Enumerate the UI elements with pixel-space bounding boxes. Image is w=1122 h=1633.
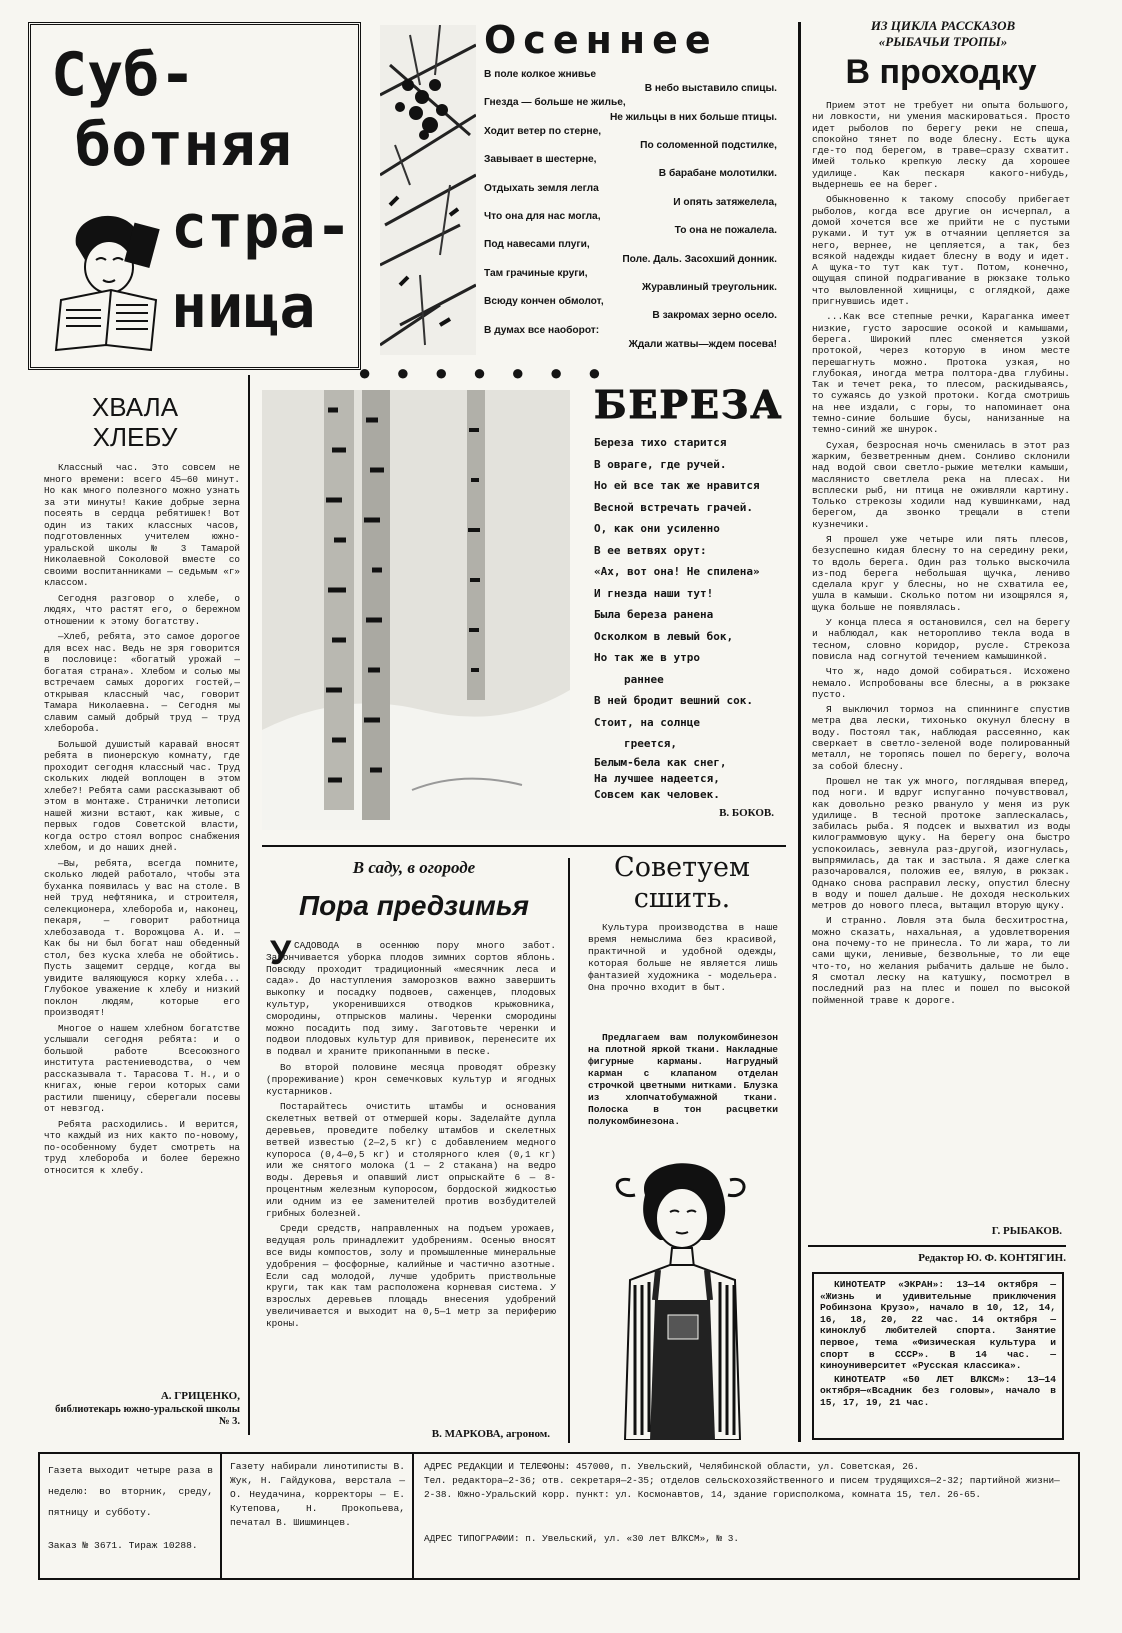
- story-paragraph: Сухая, безросная ночь сменилась в этот раз жарким, безветренным днем. Сонливо склонили над водой свои светло-рыжие метелки камыши, маслянисто светлела река на плесах. Ни всплески рыб, ни птица не оживляли картину. Только стрекозы ходили над кувшинками, над берегом, да звонко трещали в степи кузнечики.: [812, 439, 1070, 530]
- autumn-poem-text: [484, 68, 777, 352]
- birch-trees-photo: [262, 390, 570, 830]
- poem-line: Гнезда — больше не жилье,: [484, 97, 626, 109]
- masthead-dots: ●●●●●●●: [358, 360, 627, 385]
- story-paragraph: У конца плеса я остановился, сел на берегу и наблюдал, как неторопливо текла вода в тесном, словно коридор, русле. Стрекоза повисла над согнутой течением камышинкой.: [812, 617, 1070, 662]
- article-paragraph: Во второй половине месяца проводят обрезку (прореживание) крон семечковых культур и ягодных кустарников.: [266, 1061, 556, 1097]
- sewing-article-description: Предлагаем вам полукомбинезон на плотной яркой ткани. Накладные фигурные карманы. Нагрудный карман с клапаном отделан строчкой цветными нитками. Блузка из хлопчатобумажной ткани. Полоска в тон расцветки полукомбинезона.: [588, 1032, 778, 1127]
- article-paragraph: Многое о нашем хлебном богатстве услышали сегодня ребята: и о большой работе Всесоюзного института растениеводства, о чем рассказывала т. Тарасова Т. Н., и о книгах, юные герои которых сами растили пшеницу, сберегали посевы от невзгод.: [44, 1022, 240, 1114]
- poem-line: Ждали жатвы—ждем посева!: [628, 338, 777, 350]
- poem-line: В закромах зерно осело.: [652, 310, 777, 322]
- poem-line: Но ей все так же нравится: [594, 479, 760, 492]
- article-paragraph: Сегодня разговор о хлебе, о людях, что растят его, о бережном отношении к этому богатству.: [44, 592, 240, 627]
- article-paragraph: Среди средств, направленных на подъем урожаев, ведущая роль принадлежит удобрениям. Осенью вносят все виды компостов, золу и промышленные минеральные удобрения — фосфорные, калийные и частично азотные. Если сад молодой, лучше удобрить приствольные круги, так как там расположена корневая система. У взрослых деревьев площадь внесения удобрений увеличивается и выходит на 0,5—1 метр за периферию кроны.: [266, 1223, 556, 1329]
- story-paragraph: Прошел не так уж много, поглядывая вперед, под ноги. И вдруг испуганно почувствовал, как довольно резко рвануло у меня из рук удилище. В тесной протоке заплескалась, забилась рыба. Я подсек и выхватил из воды килограммовую щуку. На берегу она быстро успокоилась, зевнула раз-другой, изогнулась, выпрямилась, да так и застыла. Я даже слегка разочаровался, положив ее, вялую, в рюкзак. Однако снова расправил леску, опустил блесну в воду и пошел дальше. Не доходя нескольких метров до нового плеса, вытащил вторую щуку.: [812, 775, 1070, 912]
- poem-line: «Ах, вот она! Не спилена»: [594, 565, 760, 578]
- footer-schedule: Газета выходит четыре раза в неделю: во вторник, среду, пятницу и субботу.: [48, 1465, 213, 1518]
- poem-line: Журавлиный треугольник.: [641, 282, 777, 294]
- article-paragraph: Большой душистый каравай вносят ребята в пионерскую комнату, где проходит сегодня классный час. Труд скольких людей воплощен в этом хлебе?! Ребята сами рассказывают об этом в монтаже. Странички летописи нашей жизни встают, как живые, с первых годов Советской власти, когда остро стоял вопрос снабжения хлебом, и до наших дней.: [44, 738, 240, 853]
- poem-line: По соломенной подстилке,: [640, 140, 777, 152]
- story-paragraph: Я выключил тормоз на спиннинге спустив метра два лески, тихонько окунул блесну в воду. Постоял так, наблюдая рассеянно, как сверкает в светло-зеленой воде полированный металл, не торопясь пошел по берегу, волоча за собой блесну.: [812, 704, 1070, 772]
- poem-line: В ней бродит вешний сок.: [594, 694, 753, 707]
- sewing-article-title: Советуем сшить.: [614, 852, 750, 914]
- poem-line: Под навесами плуги,: [484, 239, 590, 251]
- column-rule: [568, 858, 570, 1443]
- cinema-listing: КИНОТЕАТР «ЭКРАН»: 13—14 октября — «Жизнь и удивительные приключения Робинзона Крузо», начало в 10, 12, 14, 16, 18, 20, 22 час. 14 октября — киноклуб любителей спорта. Занятие первое, тема «Физическая культура и спорт в СССР». В 14 час. — киноуниверситет «Русская классика».: [820, 1279, 1056, 1372]
- fishing-story-title: В проходку: [845, 53, 1037, 91]
- bread-article-author-role: библиотекарь южно-уральской школы № 3.: [55, 1404, 240, 1427]
- footer-typesetters: Газету набирали линотиписты В. Жук, Н. Гайдукова, верстала — О. Неудачина, корректоры — Е. Кутепова, Н. Прокопьева, печатал В. Шишминцев.: [230, 1461, 405, 1528]
- birch-poem-title: БЕРЕЗА: [594, 382, 784, 427]
- garden-article-title: Пора предзимья: [299, 890, 529, 921]
- masthead-title-line-4: ница: [171, 272, 316, 342]
- poem-line: В небо выставило спицы.: [644, 83, 777, 95]
- article-paragraph: Классный час. Это совсем не много времени: всего 45—60 минут. Но как много полезного можно узнать за эти минуты! Какие добрые зерна посеять в сердца ребятишек! Вот один из таких классных часов, подготовленных учителем южно-уральской школы № 3 Тамарой Николаевной Соколовой вместе со своими воспитанниками — седьмым «г» классом.: [44, 462, 240, 588]
- footer-rule: [412, 1454, 414, 1578]
- bread-article-author: А. ГРИЦЕНКО,: [160, 1390, 240, 1402]
- cinema-listing: КИНОТЕАТР «50 ЛЕТ ВЛКСМ»: 13—14 октября—«Всадник без головы», начало в 15, 17, 19, 21 час.: [820, 1373, 1056, 1408]
- poem-line: Была береза ранена: [594, 608, 714, 621]
- fishing-story-body: [812, 100, 1070, 1010]
- article-paragraph: —Хлеб, ребята, это самое дорогое для всех нас. Ведь не зря говорится в пословице: «богатый урожай — богатая страна». Хлебом и солью мы встречаем самых дорогих гостей,—открывая классный час, говорит Тамара Николаевна. — Сегодня мы славим самый добрый труд — труд хлебороба.: [44, 631, 240, 734]
- poem-line: В думах все наоборот:: [484, 324, 600, 336]
- poem-line: В барабане молотилки.: [658, 168, 777, 180]
- sewing-article-intro: Культура производства в наше время немыслима без красивой, практичной и удобной одежды, которая больше не является лишь фантазией художника - модельера. Она прочно входит в быт.: [588, 922, 778, 993]
- birch-poem-text: [594, 432, 786, 803]
- rowan-branch-photo: [380, 25, 476, 355]
- birch-poem-author: В. БОКОВ.: [719, 807, 774, 819]
- poem-line: Стоит, на солнце: [594, 715, 700, 729]
- column-rule: [798, 22, 801, 1442]
- reading-boy-illustration: [51, 205, 171, 355]
- poem-line: Что она для нас могла,: [484, 211, 601, 223]
- bread-article-title-line-1: ХВАЛА: [91, 392, 179, 422]
- cinema-schedule-box: [812, 1272, 1064, 1440]
- article-paragraph: Постарайтесь очистить штамбы и основания скелетных ветвей от отмершей коры. Заделайте дупла деревьев, проведите побелку штамбов и скелетных ветвей известью (2—2,5 кг) с добавлением медного купороса (0,4—0,5 кг) и столярного клея (0,1 кг) или же снятого молока (1 — 2 стакана) на ведро воды. Деревья и опавший лист опрыскайте 6 — 8-процентным железным купоросом, бордоской жидкостью или одним из ее заменителей против возбудителей грибных болезней.: [266, 1101, 556, 1219]
- poem-line: Весной встречать грачей.: [594, 500, 753, 514]
- poem-line: Но так же в утро: [594, 651, 700, 664]
- story-paragraph: Прием этот не требует ни опыта большого, ни ловкости, ни умения маскироваться. Просто идет рыболов по берегу реки не спеша, спокойно тянет по воде блесну. Есть щука где-то под берегом, в траве—сразу схватит. Имей только крепкую леску да хорошее удилище. Как пескаря какого-нибудь, выдернешь ее на берег.: [812, 100, 1070, 191]
- garden-article-dropcap: У: [270, 934, 292, 972]
- poem-line: Береза тихо старится: [594, 436, 727, 449]
- poem-line: Совсем как человек.: [594, 787, 720, 801]
- poem-line: В ее ветвях орут:: [594, 543, 707, 557]
- story-paragraph: И странно. Ловля эта была бесхитростна, можно сказать, нахальная, а удовлетворения она почему-то не принесла. То ли жара, то ли сами щуки, ленивые, безвольные, то ли еще что-то, но желания рыбачить дальше не было. Я смотал леску на катушку, посмотрел в последний раз на плес и пошел по высокой пойменной траве к дороге.: [812, 915, 1070, 1006]
- article-paragraph: Ребята расходились. И верится, что каждый из них както по-новому, по-особенному будет смотреть на труд хлебороба и более бережно относится к хлебу.: [44, 1118, 240, 1176]
- story-paragraph: Обыкновенно к такому способу прибегает рыболов, когда все другие он исчерпал, а домой хочется все же прийти не с пустыми руками. И тут уж в отчаянии цепляется за него, вернее, не цепляется, а так, без всякой надежды кидает блесну в воду и идет. А щука-то тут как тут. Потом, конечно, ощущая спиной подрагивание в рюкзаке только что выловленной хищницы, с оглядкой, даже пригнувшись идет.: [812, 194, 1070, 308]
- poem-line: И гнезда наши тут!: [594, 586, 714, 600]
- poem-line: Белым-бела как снег,: [594, 755, 727, 769]
- masthead-title-line-1: Суб-: [51, 40, 196, 110]
- bread-article-title-line-2: ХЛЕБУ: [92, 422, 178, 452]
- autumn-poem-title: Осеннее: [484, 18, 718, 62]
- garden-article-body: [266, 940, 556, 1334]
- poem-line: Не жильцы в них больше птицы.: [609, 111, 777, 123]
- article-paragraph: —Вы, ребята, всегда помните, сколько людей работало, чтобы эта буханка появилась у вас на столе. В ней труд нефтяника, и строителя, селекционера, хлебороба и, наконец, пекаря, — говорит работница хлебозавода т. Ворожцова А. И. — Как бы ни был богат наш обеденный стол, без куска хлеба не обойтись. Пусть защемит сердце, когда вы увидите валяющуюся корку хлеба... Глубокое уважение к хлебу и низкий поклон людям, которые его производят!: [44, 857, 240, 1018]
- fishing-story-series: ИЗ ЦИКЛА РАССКАЗОВ «РЫБАЧЬИ ТРОПЫ»: [870, 18, 1016, 49]
- footer-rule: [220, 1454, 222, 1578]
- fishing-story-author: Г. РЫБАКОВ.: [991, 1225, 1062, 1237]
- story-paragraph: Я прошел уже четыре или пять плесов, безуспешно кидая блесну то на середину реки, то вдоль берега. Один раз только выскочила из-под берега небольшая щучка, лениво сделала круг у блесны, но не схватила ее, ушла в камыши. Сколько потом ни изощрялся я, щука больше не появлялась.: [812, 533, 1070, 613]
- masthead-title-line-3: стра-: [171, 192, 352, 262]
- story-paragraph: Что ж, надо домой собираться. Исхожено немало. Испробованы все блесны, а в рюкзаке пусто.: [812, 666, 1070, 700]
- section-rule: [808, 1245, 1066, 1247]
- poem-line: греется,: [624, 737, 677, 750]
- poem-line: Там грачиные круги,: [484, 267, 588, 279]
- poem-line: На лучшее надеется,: [594, 771, 720, 785]
- article-paragraph: САДОВОДА в осеннюю пору много забот. Закончивается уборка плодов зимних сортов яблонь. Повсюду проходит традиционный «месячник леса и сада». До наступления заморозков важно завершить выкопку и посадку подвоев, саженцев, плодовых культур, укоренившихся отводков крыжовника, смородины, отпрысков малины. Черенки смородины можно посадить под зиму. Заготовьте черенки и подвои плодовых культур для прививок, перенесите их в подвал и храните прикопанными в песке.: [266, 940, 556, 1058]
- poem-line: И опять затяжелела,: [673, 196, 777, 208]
- poem-line: раннее: [624, 672, 664, 686]
- poem-line: Ходит ветер по стерне,: [484, 125, 602, 137]
- poem-line: Поле. Даль. Засохший донник.: [622, 253, 777, 265]
- poem-line: О, как они усиленно: [594, 522, 720, 535]
- footer-address-2: Тел. редактора—2-36; отв. секретаря—2-35; отделов сельскохозяйственного и писем трудящихся—2-32; партийной жизни—2-38. Южно-Уральский корр. пункт: ул. Космонавтов, 14, здание горисполкома, комната 15, тел. 26-65.: [424, 1475, 1060, 1500]
- section-rule: [262, 845, 786, 847]
- masthead-title-line-2: ботняя: [75, 110, 292, 180]
- column-rule: [248, 375, 250, 1435]
- masthead-box: [28, 22, 361, 370]
- garden-article-author: В. МАРКОВА, агроном.: [431, 1428, 550, 1440]
- sewing-pattern-illustration: [590, 1150, 780, 1440]
- poem-line: Завывает в шестерне,: [484, 154, 597, 166]
- poem-line: То она не пожалела.: [674, 225, 777, 237]
- poem-line: Отдыхать земля легла: [484, 182, 599, 194]
- footer-order: Заказ № 3671. Тираж 10288.: [48, 1540, 198, 1551]
- editor-line: Редактор Ю. Ф. КОНТЯГИН.: [918, 1252, 1066, 1264]
- poem-line: Осколком в левый бок,: [594, 629, 734, 643]
- footer-address-1: АДРЕС РЕДАКЦИИ И ТЕЛЕФОНЫ: 457000, п. Увельский, Челябинской области, ул. Советская, 26.: [424, 1461, 920, 1472]
- poem-line: В овраге, где ручей.: [594, 457, 727, 471]
- footer-address-3: АДРЕС ТИПОГРАФИИ: п. Увельский, ул. «30 лет ВЛКСМ», № 3.: [424, 1533, 740, 1544]
- garden-article-kicker: В саду, в огороде: [352, 858, 476, 877]
- story-paragraph: ...Как все степные речки, Караганка имеет низкие, густо заросшие осокой и камышами, берега. Широкий плес сменяется узкой протокой, через которую в ином месте перешагнуть можно. Протока узкая, но глубокая, иногда метра полтора-два глубины. Так и течет река, то плесом, раскидываясь, то сужаясь до узкой протоки. Когда смотришь на нее издали, с горы, то напоминает она темно-синие большие бусы, нанизанные на темно-синий же шнурок.: [812, 311, 1070, 436]
- poem-line: В поле колкое жнивье: [484, 69, 597, 80]
- bread-article-body: [44, 462, 240, 1180]
- poem-line: Всюду кончен обмолот,: [484, 296, 604, 308]
